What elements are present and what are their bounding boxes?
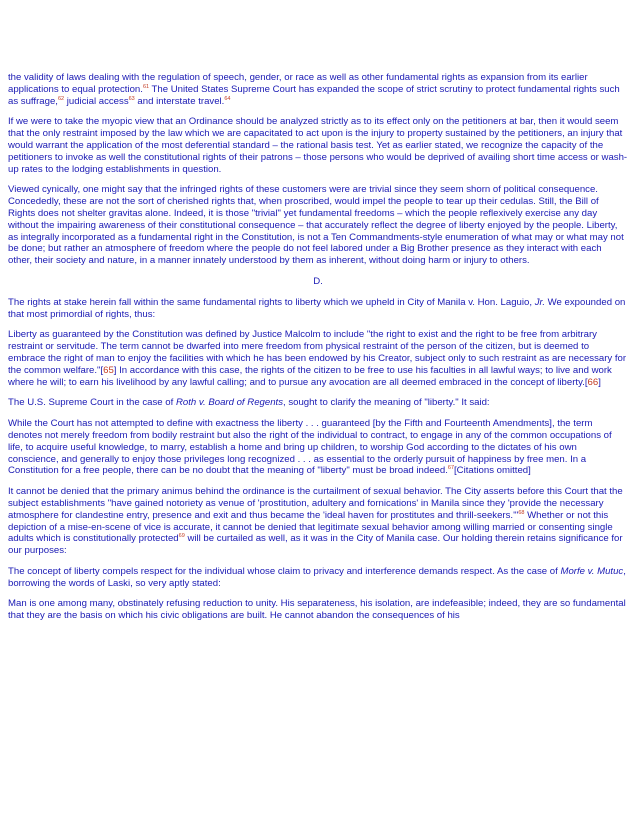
text-segment: While the Court has not attempted to define with exactness the liberty . . . guaranteed [by the Fifth and Fourteenth Amendments], the term denotes not merely freedom from bodily restraint but also the right of the individual to contract, to engage in any of the common occupations of life, to acquire useful knowledge, to marry, establish a home and bring up children, to worship God according to the dictates of his own conscience, and generally to enjoy those privileges long recognized . . . as essential to the orderly pursuit of happiness by free men. In a Constitution for a free people, there can be no doubt that the meaning of "liberty" must be broad indeed.: [8, 418, 612, 477]
footnote-marker: 67: [447, 465, 455, 472]
footnote-link[interactable]: 65: [103, 364, 114, 376]
text-segment: We expounded on that most primordial of rights, thus:: [8, 296, 626, 320]
text-segment: The concept of liberty compels respect for the individual whose claim to privacy and interference demands respect. As the case of: [8, 565, 561, 577]
case-citation: Morfe v. Mutuc: [560, 565, 624, 577]
text-segment: Man is one among many, obstinately refusing reduction to unity. His separateness, his isolation, are indefeasible; indeed, they are so fundamental that they are the basis on which his civic obligations are built. He cannot abandon the consequences of his: [8, 598, 626, 622]
text-segment: The United States Supreme Court has expanded the scope of strict scrutiny to protect fundamental rights such as suffrage,: [8, 83, 620, 107]
text-segment: , borrowing the words of Laski, so very aptly stated:: [8, 565, 626, 589]
text-segment: The U.S. Supreme Court in the case of: [8, 397, 176, 409]
paragraph-p2: [8, 116, 628, 175]
paragraph-p8: [8, 486, 628, 557]
paragraph-p1: [8, 72, 628, 107]
paragraph-p4: [8, 297, 628, 321]
footnote-link[interactable]: 66: [587, 376, 599, 388]
footnote-marker: 63: [128, 95, 135, 102]
text-segment: D.: [313, 275, 323, 287]
text-segment: the validity of laws dealing with the regulation of speech, gender, or race as well as other fundamental rights as expansion from its earlier applications to equal protection.: [8, 72, 588, 95]
text-segment: Viewed cynically, one might say that the infringed rights of these customers were are trivial since they seem shorn of political consequence. Concededly, these are not the sort of cherished rights that, when proscribed, would impel the people to tear up their cedulas. Still, the Bill of Rights does not shelter gravitas alone. Indeed, it is those "trivial" yet fundamental freedoms – which the people reflexively exercise any day without the impairing awareness of their constitutional consequence – that accurately reflect the degree of liberty enjoyed by the people. Liberty, as integrally incorporated as a fundamental right in the Constitution, is not a Ten Commandments-style enumeration of what may or what may not be done; but rather an atmosphere of freedom where the people do not feel labored under a Big Brother presence as they interact with each other, their society and nature, in a manner innately understood by them as inherent, without doing harm or injury to others.: [8, 184, 624, 267]
paragraph-p9: [8, 566, 628, 590]
text-segment: [Citations omitted]: [454, 465, 531, 477]
paragraph-p5: [8, 329, 628, 388]
footnote-marker: 64: [224, 95, 231, 102]
paragraph-p6: [8, 397, 628, 409]
text-segment: ]: [598, 376, 601, 388]
text-segment: judicial access: [64, 95, 129, 107]
text-segment: Whether or not this depiction of a mise-en-scene of vice is accurate, it cannot be denied that legitimate sexual behavior among willing married or consenting single adults which is constitutionally protected: [8, 509, 613, 545]
text-segment: will be curtailed as well, as it was in the City of Manila case. Our holding therein retains significance for our purposes:: [8, 533, 623, 557]
footnote-marker: 61: [142, 83, 150, 90]
text-segment: and interstate travel.: [134, 95, 225, 107]
footnote-marker: 69: [178, 533, 185, 540]
paragraph-p10: [8, 598, 628, 622]
paragraph-p3: [8, 184, 628, 267]
text-segment: The rights at stake herein fall within the same fundamental rights to liberty which we upheld in City of Manila v. Hon. Laguio,: [8, 296, 535, 308]
paragraph-p7: [8, 418, 628, 477]
text-segment: If we were to take the myopic view that an Ordinance should be analyzed strictly as to its effect only on the petitioners at bar, then it would seem that the only restraint imposed by the law which we are capacitated to act upon is the injury to property sustained by the petitioners, an injury that would warrant the application of the most deferential standard – the rational basis test. Yet as earlier stated, we recognize the capacity of the petitioners to invoke as well the constitutional rights of their patrons – those persons who would be deprived of availing short time access or wash-up rates to the lodging establishments in question.: [8, 116, 628, 175]
footnote-marker: 62: [57, 95, 65, 102]
text-segment: , sought to clarify the meaning of "liberty." It said:: [283, 397, 490, 409]
footnote-marker: 68: [518, 509, 525, 516]
case-citation: Roth v. Board of Regents: [175, 397, 283, 409]
text-segment: ] In accordance with this case, the rights of the citizen to be free to use his faculties in all lawful ways; to live and work where he will; to earn his livelihood by any lawful calling; and to pursue any avocation are all deemed embraced in the concept of liberty.[: [8, 364, 612, 388]
case-citation: Jr.: [534, 296, 545, 308]
section-heading: [8, 276, 628, 288]
text-segment: It cannot be denied that the primary animus behind the ordinance is the curtailment of sexual behavior. The City asserts before this Court that the subject establishments "have gained notoriety as venue of 'prostitution, adultery and fornications' in Manila since they 'provide the necessary atmosphere for clandestine entry, presence and exit and thus became the 'ideal haven for prostitutes and thrill-seekers.'": [8, 486, 623, 521]
text-segment: Liberty as guaranteed by the Constitution was defined by Justice Malcolm to include "the right to exist and the right to be free from arbitrary restraint or servitude. The term cannot be dwarfed into mere freedom from physical restraint of the person of the citizen, but is deemed to embrace the right of man to enjoy the facilities with which he has been endowed by his Creator, subject only to such restraint as are necessary for the common welfare."[: [8, 329, 627, 376]
